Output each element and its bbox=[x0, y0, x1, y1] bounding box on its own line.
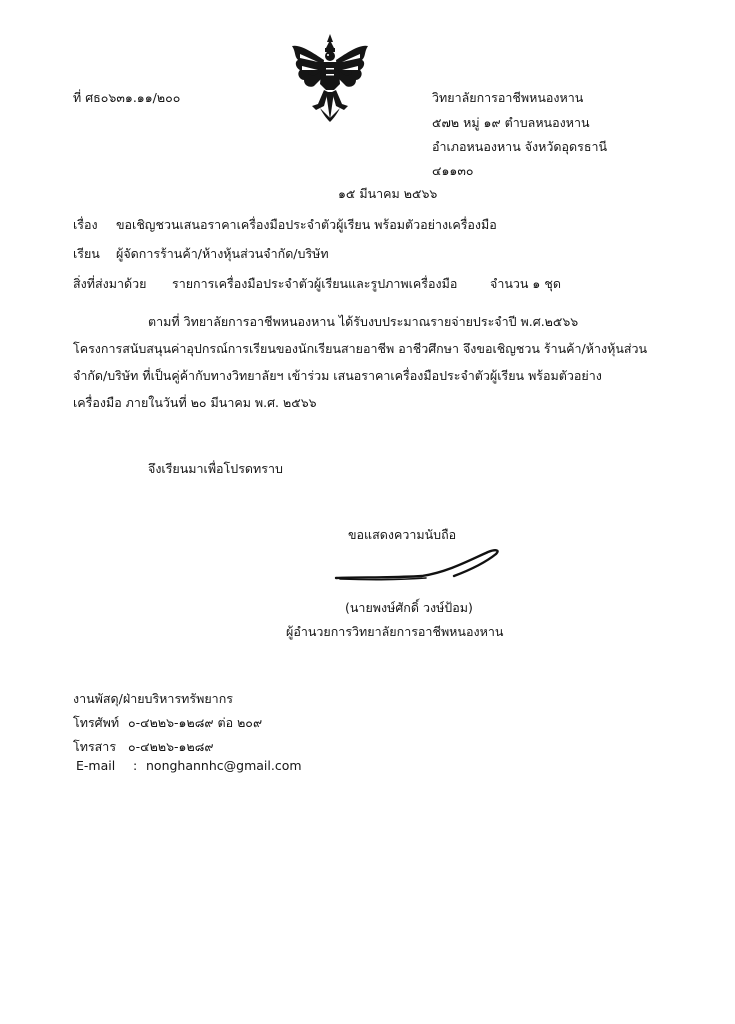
body-line-4: เครื่องมือ ภายในวันที่ ๒๐ มีนาคม พ.ศ. ๒๕๖๖ bbox=[73, 395, 317, 410]
signer-title: ผู้อำนวยการวิทยาลัยการอาชีพหนองหาน bbox=[286, 624, 504, 639]
body-paragraph bbox=[73, 308, 668, 416]
footer-department: งานพัสดุ/ฝ่ายบริหารทรัพยากร bbox=[73, 691, 233, 706]
body-line-2: โครงการสนับสนุนค่าอุปกรณ์การเรียนของนักเรียนสายอาชีพ อาชีวศึกษา จึงขอเชิญชวน ร้านค้า/ห้างหุ้นส่วน bbox=[73, 341, 648, 356]
sender-address-line-4: ๔๑๑๓๐ bbox=[432, 163, 474, 178]
subject-text: ขอเชิญชวนเสนอราคาเครื่องมือประจำตัวผู้เรียน พร้อมตัวอย่างเครื่องมือ bbox=[116, 217, 497, 232]
subject-label: เรื่อง bbox=[73, 217, 98, 232]
sender-address-line-2: ๕๗๒ หมู่ ๑๙ ตำบลหนองหาน bbox=[432, 115, 590, 130]
footer-email: nonghannhc@gmail.com bbox=[146, 758, 302, 773]
footer-phone: ๐-๔๒๒๖-๑๒๘๙ ต่อ ๒๐๙ bbox=[128, 715, 263, 730]
enclosure-label: สิ่งที่ส่งมาด้วย bbox=[73, 276, 147, 291]
reference-number: ที่ ศธ๐๖๓๑.๑๑/๒๐๐ bbox=[73, 90, 181, 105]
sender-address-line-3: อำเภอหนองหาน จังหวัดอุดรธานี bbox=[432, 139, 608, 154]
body-line-1: ตามที่ วิทยาลัยการอาชีพหนองหาน ได้รับงบประมาณรายจ่ายประจำปี พ.ศ.๒๕๖๖ bbox=[148, 314, 579, 329]
enclosure-quantity: จำนวน ๑ ชุด bbox=[490, 276, 561, 291]
recipient-text: ผู้จัดการร้านค้า/ห้างหุ้นส่วนจำกัด/บริษัท bbox=[116, 246, 329, 261]
sender-address-line-1: วิทยาลัยการอาชีพหนองหาน bbox=[432, 90, 584, 105]
letter-date: ๑๕ มีนาคม ๒๕๖๖ bbox=[338, 186, 438, 201]
enclosure-text: รายการเครื่องมือประจำตัวผู้เรียนและรูปภาพเครื่องมือ bbox=[172, 276, 458, 291]
recipient-label: เรียน bbox=[73, 246, 100, 261]
closing-salutation: ขอแสดงความนับถือ bbox=[348, 527, 457, 542]
footer-fax-label: โทรสาร bbox=[73, 739, 117, 754]
body-line-3: จำกัด/บริษัท ที่เป็นคู่ค้ากับทางวิทยาลัยฯ เข้าร่วม เสนอราคาเครื่องมือประจำตัวผู้เรียน พร้อมตัวอย่าง bbox=[73, 368, 602, 383]
footer-phone-label: โทรศัพท์ bbox=[73, 715, 120, 730]
closing-request: จึงเรียนมาเพื่อโปรดทราบ bbox=[148, 461, 283, 476]
footer-email-label: E-mail bbox=[76, 758, 116, 773]
signature-icon bbox=[330, 540, 510, 590]
signer-name: (นายพงษ์ศักดิ์ วงษ์ป้อม) bbox=[345, 600, 473, 615]
footer-fax: ๐-๔๒๒๖-๑๒๘๙ bbox=[128, 739, 214, 754]
garuda-emblem-icon bbox=[290, 34, 370, 122]
footer-email-separator: : bbox=[133, 758, 138, 773]
